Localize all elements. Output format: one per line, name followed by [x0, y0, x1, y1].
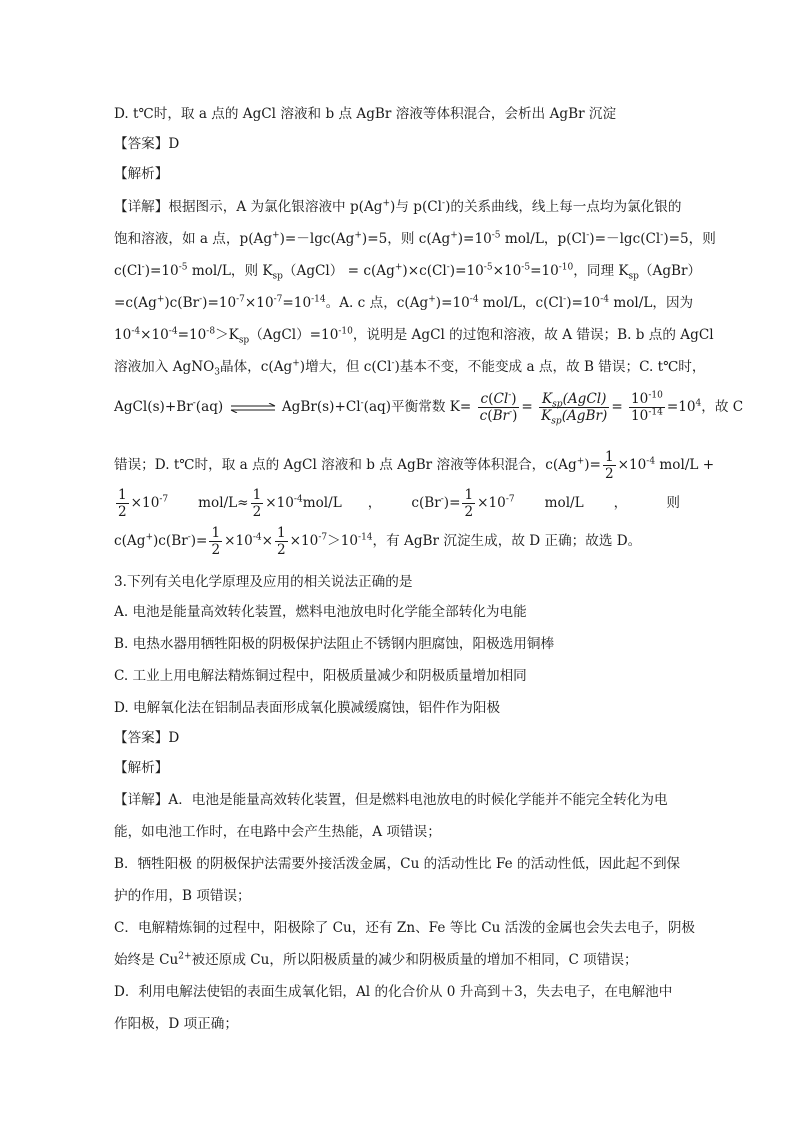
q3-detail-c-line-1: C．电解精炼铜的过程中，阳极除了 Cu，还有 Zn、Fe 等比 Cu 活泼的金属也会失去电子，阴极	[114, 920, 696, 936]
q3-detail-d-line-1: D．利用电解法使铝的表面生成氧化铝，Al 的化合价从 0 升高到＋3，失去电子，在电解池中	[114, 984, 673, 1000]
q3-detail-b-line-2: 护的作用，B 项错误；	[114, 888, 251, 904]
equilibrium-arrow-icon	[230, 403, 276, 413]
q3-option-d: D. 电解氧化法在铝制品表面形成氧化膜减缓腐蚀，铝件作为阳极	[114, 700, 501, 716]
q2-detail-line-9: $\frac{1}{2}$ $\times 10^{-7}$ mol/L≈ $\frac{1}{2}$ $\times 10^{-4}mol/L$ ， c(Br-)= $\frac{1}{2}$ $\times 10^{-7}$ mol/L ， 则	[118, 487, 680, 520]
q2-analysis-heading: 【解析】	[114, 166, 169, 182]
q3-detail-a-line-1: 【详解】A．电池是能量高效转化装置，但是燃料电池放电的时候化学能并不能完全转化为电	[114, 792, 668, 808]
half-fraction: $\frac{1}{2}$	[118, 487, 127, 520]
q3-detail-b-line-1: B．牺牲阳极 的阴极保护法需要外接活泼金属，Cu 的活动性比 Fe 的活动性低，因此起不到保	[114, 856, 681, 872]
q2-option-d: D. t℃时，取 a 点的 AgCl 溶液和 b 点 AgBr 溶液等体积混合，会析出 AgBr 沉淀	[114, 106, 617, 122]
q2-detail-line-5: $10^{-4}\times 10^{-4}=10^{-8}>K_{sp}(AgCl)=10^{-10}$，说明是 AgCl 的过饱和溶液，故 A 错误；B. b 点的 AgCl	[114, 326, 714, 346]
q3-detail-d-line-2: 作阳极，D 项正确；	[114, 1016, 238, 1032]
q3-option-c: C. 工业上用电解法精炼铜过程中，阳极质量减少和阴极质量增加相同	[114, 668, 527, 684]
q3-answer: 【答案】D	[114, 730, 180, 746]
q3-analysis-heading: 【解析】	[114, 760, 169, 776]
q3-detail-c-line-2: 始终是 $Cu^{2+}$被还原成 Cu，所以阳极质量的减少和阴极质量的增加不相同，C 项错误；	[114, 951, 638, 968]
q3-option-a: A. 电池是能量高效转化装置，燃料电池放电时化学能全部转化为电能	[114, 604, 527, 620]
q2-detail-line-4: $=c(Ag^+)c(Br^-)=10^{-7}\times 10^{-7}=10^{-14}$。A. c 点，$c(Ag^+)=10^{-4}$ mol/L，$c(Cl^-)=10^{-4}$ mol/L，因为	[114, 294, 694, 311]
q2-detail-line-10: c(Ag+)c(Br-)= $\frac{1}{2}$ $\times 10^{-4}\times$ $\frac{1}{2}$ $\times 10^{-7}>10^{-14}$，有 AgBr 沉淀生成，故 D 正确；故选 D。	[114, 525, 642, 558]
q2-answer: 【答案】D	[114, 136, 180, 152]
half-fraction: $\frac{1}{2}$	[464, 487, 474, 520]
q2-detail-line-7-equilibrium: AgCl(s)+Br-(aq) AgBr(s)+Cl-(aq)平衡常数 K= $\frac{c(Cl^-)}{c(Br^-)}$ = $\frac{K_{sp}(AgCl)}{K_{sp}(AgBr)}$ = $\frac{10^{-10}}{10^{-14}}$ $=10^4$，故 C	[114, 390, 744, 427]
half-fraction: $\frac{1}{2}$	[276, 525, 286, 558]
q2-detail-line-1: 【详解】根据图示，A 为氯化银溶液中 p(Ag+)与 p(Cl-)的关系曲线，线上每一点均为氯化银的	[114, 198, 682, 215]
q3-stem: 3.下列有关电化学原理及应用的相关说法正确的是	[114, 574, 413, 590]
half-fraction: $\frac{1}{2}$	[252, 487, 262, 520]
q2-detail-line-6: 溶液加入 AgNO$_3$晶体，c(Ag+)增大，但 c(Cl-)基本不变，不能变成 a 点，故 B 错误；C. t℃时，	[114, 358, 706, 378]
q3-option-b: B. 电热水器用牺牲阳极的阴极保护法阻止不锈钢内胆腐蚀，阳极选用铜棒	[114, 636, 555, 652]
half-fraction: $\frac{1}{2}$	[211, 525, 221, 558]
half-fraction: $\frac{1}{2}$	[604, 449, 614, 482]
q2-detail-line-2: 饱和溶液，如 a 点，p(Ag+)=－lgc(Ag+)=5，则 $c(Ag^+)=10^{-5}$ mol/L，p(Cl-)=－lgc(Cl-)=5，则	[114, 230, 716, 247]
k-fraction-concentration: $\frac{c(Cl^-)}{c(Br^-)}$	[479, 390, 518, 424]
k-fraction-values: $\frac{10^{-10}}{10^{-14}}$	[631, 390, 663, 424]
k-fraction-ksp: $\frac{K_{sp}(AgCl)}{K_{sp}(AgBr)}$	[541, 391, 608, 427]
q2-detail-line-3: $c(Cl^-)=10^{-5}$ mol/L，则 $K_{sp}(AgCl) = c(Ag^+)\times c(Cl^-)=10^{-5}\times 10^{-5}=10^{-10}$，同理 $K_{sp}(AgBr)$	[114, 262, 702, 282]
q3-detail-a-line-2: 能，如电池工作时，在电路中会产生热能，A 项错误；	[114, 824, 441, 840]
q2-detail-line-8: 错误；D. t℃时，取 a 点的 AgCl 溶液和 b 点 AgBr 溶液等体积混合，c(Ag+)= $\frac{1}{2}$ $\times 10^{-4}$ mol/L +	[114, 449, 715, 482]
